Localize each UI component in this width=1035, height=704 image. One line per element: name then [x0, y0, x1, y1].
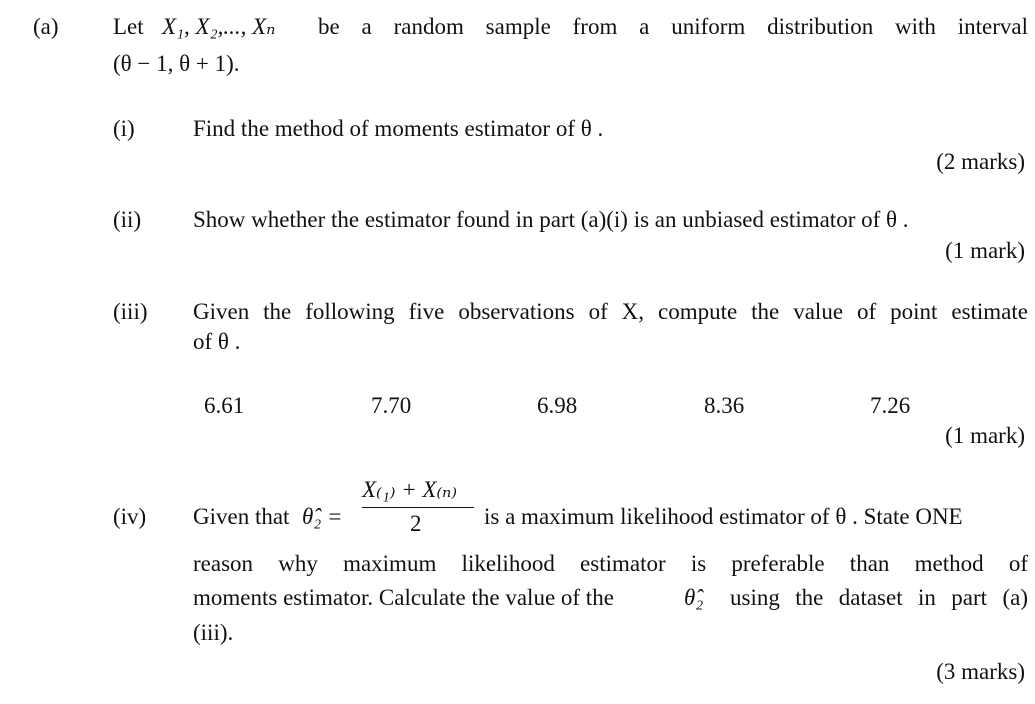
intro-middle: be a random sample from a uniform distribution with interval	[318, 14, 1028, 39]
theta-hat-2-inline: θ̂₂	[684, 585, 704, 610]
intro-variables: X₁, X₂,..., Xₙ	[162, 14, 276, 39]
fraction-bar	[362, 507, 474, 508]
subpart-line2-iii: of θ .	[193, 329, 241, 354]
intro-text	[318, 13, 1028, 41]
subpart-line3a-iv: moments estimator. Calculate the value of the	[193, 585, 614, 610]
subpart-line3b-iv: using the dataset in part (a)	[730, 585, 1028, 610]
marks-iv: (3 marks)	[936, 659, 1025, 684]
mle-fraction	[362, 477, 476, 541]
subpart-label-iv: (iv)	[113, 504, 147, 529]
subpart-given-iv: Given that	[193, 504, 290, 529]
subpart-line2-iv-wrap	[193, 550, 1028, 578]
subpart-line3b-iv-wrap	[730, 584, 1028, 612]
observation-1: 6.61	[204, 393, 245, 418]
observation-5: 7.26	[870, 393, 911, 418]
subpart-line4-iv: (iii).	[193, 620, 234, 645]
subpart-text-ii: Show whether the estimator found in part (a)(i) is an unbiased estimator of θ .	[193, 207, 909, 232]
subpart-text-i: Find the method of moments estimator of θ .	[193, 116, 604, 141]
marks-i: (2 marks)	[936, 149, 1025, 174]
marks-ii: (1 mark)	[945, 238, 1025, 263]
subpart-line2-iv: reason why maximum likelihood estimator is preferable than method of	[193, 551, 1028, 576]
subpart-label-i: (i)	[113, 116, 135, 141]
observation-3: 6.98	[537, 393, 578, 418]
observation-2: 7.70	[371, 393, 412, 418]
marks-iii: (1 mark)	[945, 423, 1025, 448]
intro-prefix: Let	[113, 14, 144, 39]
observation-4: 8.36	[704, 393, 745, 418]
theta-hat-2-symbol: θ̂₂ =	[302, 504, 343, 529]
part-label: (a)	[33, 14, 59, 39]
subpart-line1-iii-wrap	[193, 298, 1028, 326]
subpart-label-ii: (ii)	[113, 207, 142, 232]
fraction-numerator: X₍₁₎ + X₍ₙ₎	[362, 477, 458, 502]
intro-interval: (θ − 1, θ + 1).	[113, 51, 240, 76]
subpart-line1-iii: Given the following five observations of X, compute the value of point estimate	[193, 299, 1028, 324]
subpart-after-frac-iv: is a maximum likelihood estimator of θ . State ONE	[484, 504, 963, 529]
subpart-label-iii: (iii)	[113, 299, 148, 324]
fraction-denominator: 2	[410, 511, 422, 536]
